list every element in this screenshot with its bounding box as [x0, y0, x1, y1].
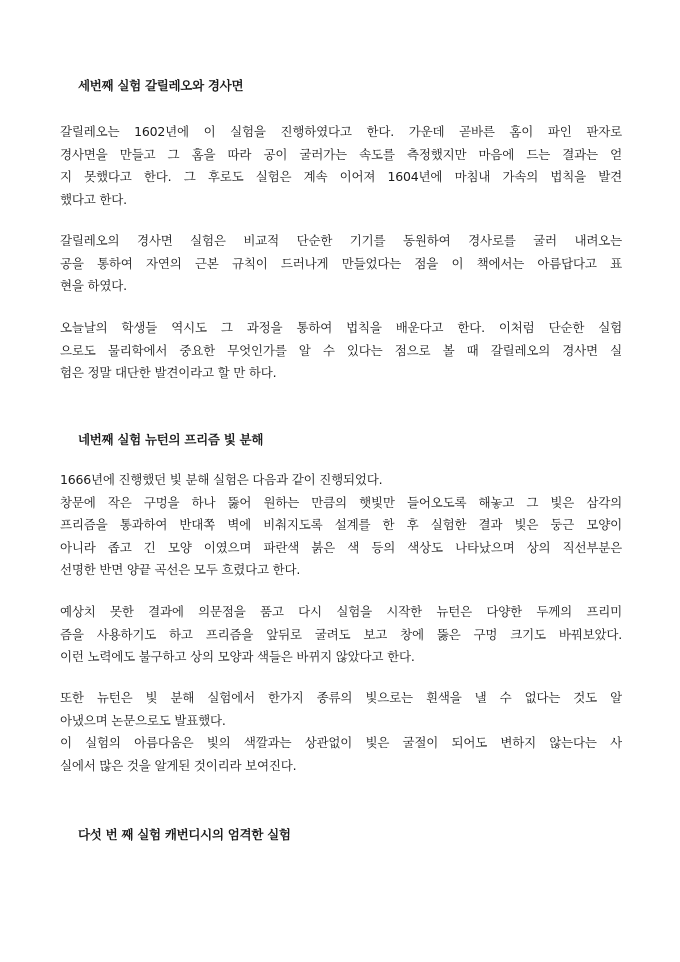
paragraph-line: 으로도 물리학에서 중요한 무엇인가를 알 수 있다는 점으로 볼 때 갈릴레오의 경사면 실 — [60, 342, 622, 358]
paragraph — [60, 230, 622, 298]
paragraph-line: 아니라 좁고 긴 모양 이였으며 파란색 붉은 색 등의 색상도 나타났으며 상의 직선부분은 — [60, 539, 622, 555]
paragraph-line: 즘을 사용하기도 하고 프리즘을 앞뒤로 굴려도 보고 창에 뚫은 구멍 크기도 바꿔보았다. — [60, 626, 622, 642]
paragraph-line: 1666년에 진행했던 빛 분해 실험은 다음과 같이 진행되었다. — [60, 472, 383, 487]
paragraph-line: 이 실험의 아름다움은 빛의 색깔과는 상관없이 빛은 굴절이 되어도 변하지 않는다는 사 — [60, 735, 622, 750]
paragraph — [60, 121, 622, 211]
paragraph-line: 했다고 한다. — [60, 191, 127, 207]
paragraph-line: 실에서 많은 것을 알게된 것이리라 보여진다. — [60, 757, 297, 773]
paragraph-line: 또한 뉴턴은 빛 분해 실험에서 한가지 종류의 빛으로는 흰색을 낼 수 없다는 것도 알 — [60, 690, 622, 705]
paragraph-line: 갈릴레오는 1602년에 이 실험을 진행하였다고 한다. 가운데 곧바른 홈이 파인 판자로 — [60, 124, 622, 139]
paragraph-line: 험은 정말 대단한 발견이라고 할 만 하다. — [60, 365, 277, 380]
paragraph-line: 창문에 작은 구멍을 하나 뚫어 원하는 만큼의 햇빛만 들어오도록 해놓고 그 빛은 삼각의 — [60, 494, 622, 510]
paragraph-line: 예상치 못한 결과에 의문점을 품고 다시 실험을 시작한 뉴턴은 다양한 두께의 프리미 — [60, 604, 622, 619]
paragraph — [60, 317, 622, 385]
paragraph — [60, 601, 622, 669]
paragraph-line: 공을 통하여 자연의 근본 규칙이 드러나게 만들었다는 점을 이 책에서는 아름답다고 표 — [60, 255, 622, 271]
paragraph-line: 이런 노력에도 불구하고 상의 모양과 색들은 바뀌지 않았다고 한다. — [60, 649, 415, 664]
paragraph-line: 아냈으며 논문으로도 발표했다. — [60, 712, 226, 728]
paragraph-line: 갈릴레오의 경사면 실험은 비교적 단순한 기기를 동원하여 경사로를 굴러 내려오는 — [60, 233, 622, 248]
section-heading-4: 네번째 실험 뉴턴의 프리즘 빛 분해 — [78, 432, 264, 447]
section-heading-3: 세번째 실험 갈릴레오와 경사면 — [78, 78, 244, 93]
paragraph-line: 오늘날의 학생들 역시도 그 과정을 통하여 법칙을 배운다고 한다. 이처럼 단순한 실험 — [60, 320, 622, 335]
paragraph — [60, 687, 622, 777]
paragraph — [60, 469, 622, 582]
paragraph-line: 경사면을 만들고 그 홈을 따라 공이 굴러가는 속도를 측정했지만 마음에 드는 결과는 얻 — [60, 146, 622, 162]
paragraph-line: 현을 하였다. — [60, 278, 127, 293]
paragraph-line: 선명한 반면 양끝 곡선은 모두 흐렸다고 한다. — [60, 562, 301, 577]
section-heading-5: 다섯 번 째 실험 캐번디시의 엄격한 실험 — [78, 827, 291, 842]
paragraph-line: 지 못했다고 한다. 그 후로도 실험은 계속 이어져 1604년에 마침내 가속의 법칙을 발견 — [60, 169, 622, 184]
paragraph-line: 프리즘을 통과하여 반대쪽 벽에 비춰지도록 설계를 한 후 실험한 결과 빛은 둥근 모양이 — [60, 517, 622, 532]
